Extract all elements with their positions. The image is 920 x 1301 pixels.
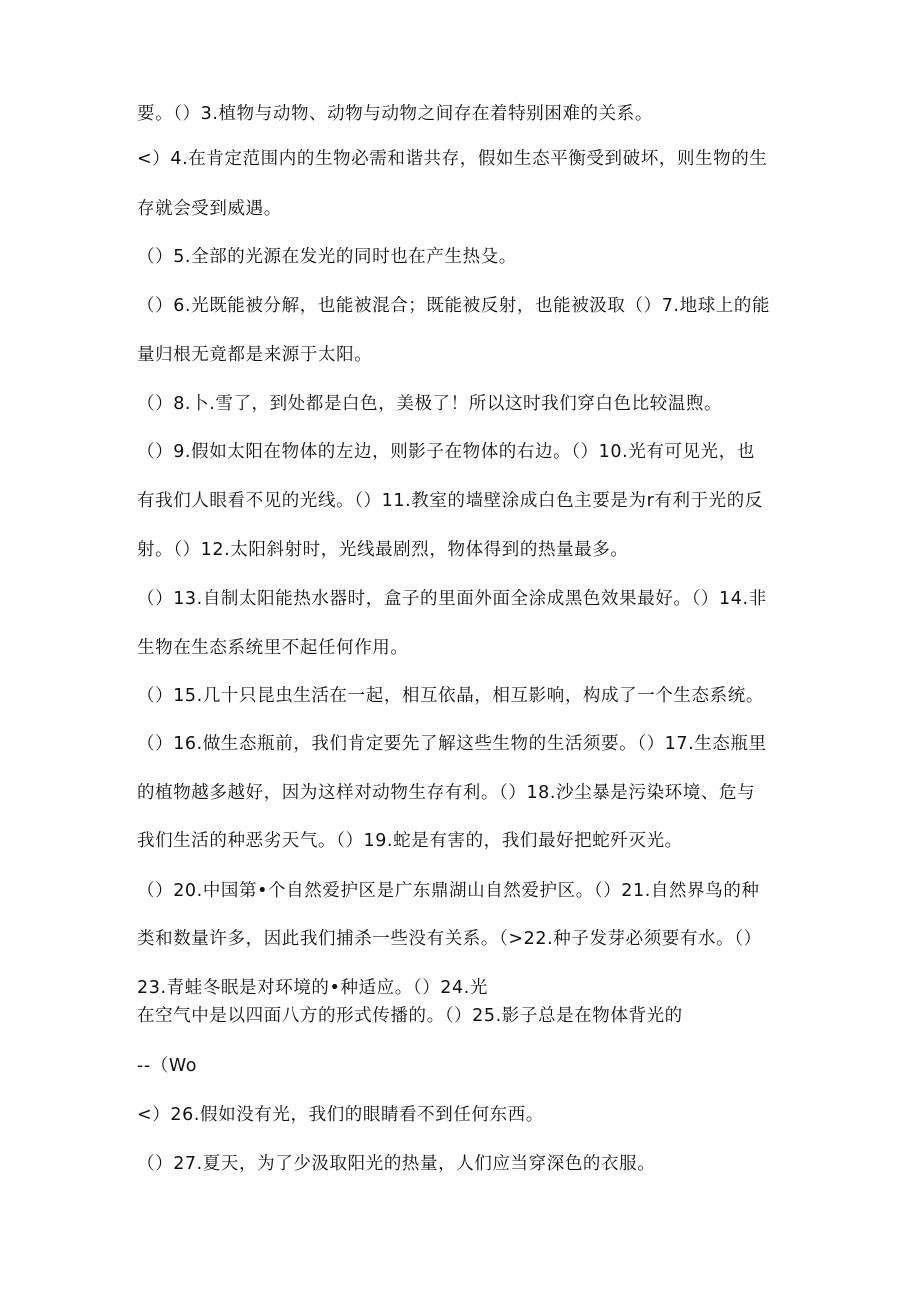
text-line: 的植物越多越好，因为这样对动物生存有利。（）18.沙尘暴是污染环境、危与 bbox=[137, 783, 756, 803]
text-line: （）5.全部的光源在发光的同时也在产生热殳。 bbox=[137, 247, 517, 267]
text-line: <）26.假如没有光，我们的眼睛看不到任何东西。 bbox=[137, 1105, 544, 1125]
text-line: 存就会受到威遇。 bbox=[137, 199, 282, 219]
text-line: （）15.几十只昆虫生活在一起，相互依晶，相互影响，构成了一个生态系统。 bbox=[137, 686, 764, 706]
text-line: 要。（）3.植物与动物、动物与动物之间存在着特别困难的关系。 bbox=[137, 104, 653, 124]
text-line: 射。（）12.太阳斜射时，光线最剧烈，物体得到的热量最多。 bbox=[137, 540, 629, 560]
text-line: （）27.夏天，为了少汲取阳光的热量，人们应当穿深色的衣服。 bbox=[137, 1154, 656, 1174]
text-line: 23.青蛙冬眠是对环境的•种适应。（）24.光 bbox=[137, 978, 489, 998]
text-line: 有我们人眼看不见的光线。（）11.教室的墙壁涂成白色主要是为r有利于光的反 bbox=[137, 491, 763, 511]
text-line: （）9.假如太阳在物体的左边，则影子在物体的右边。（）10.光有可见光，也 bbox=[137, 442, 755, 462]
text-line: 量归根无竟都是来源于太阳。 bbox=[137, 345, 373, 365]
text-line: （）8.卜.雪了，到处都是白色，美极了！所以这时我们穿白色比较温煦。 bbox=[137, 394, 723, 414]
text-line: （）13.自制太阳能热水器时，盒子的里面外面全涂成黑色效果最好。（）14.非 bbox=[137, 589, 767, 609]
text-line: --（Wo bbox=[137, 1056, 198, 1076]
text-line: 在空气中是以四面八方的形式传播的。（）25.影子总是在物体背光的 bbox=[137, 1006, 683, 1026]
text-line: 类和数量许多，因此我们捕杀一些没有关系。（>22.种子发芽必须要有水。（） bbox=[137, 929, 762, 949]
text-line: <）4.在肯定范围内的生物必需和谐共存，假如生态平衡受到破坏，则生物的生 bbox=[137, 149, 768, 169]
text-line: （）6.光既能被分解，也能被混合；既能被反射，也能被汲取（）7.地球上的能 bbox=[137, 296, 771, 316]
text-line: （）20.中国第•个自然爱护区是广东鼎湖山自然爱护区。（）21.自然界鸟的种 bbox=[137, 881, 760, 901]
text-line: 我们生活的种恶劣天气。（）19.蛇是有害的，我们最好把蛇歼灭光。 bbox=[137, 831, 683, 851]
text-line: （）16.做生态瓶前，我们肯定要先了解这些生物的生活须要。（）17.生态瓶里 bbox=[137, 734, 767, 754]
text-line: 生物在生态系统里不起任何作用。 bbox=[137, 638, 409, 658]
